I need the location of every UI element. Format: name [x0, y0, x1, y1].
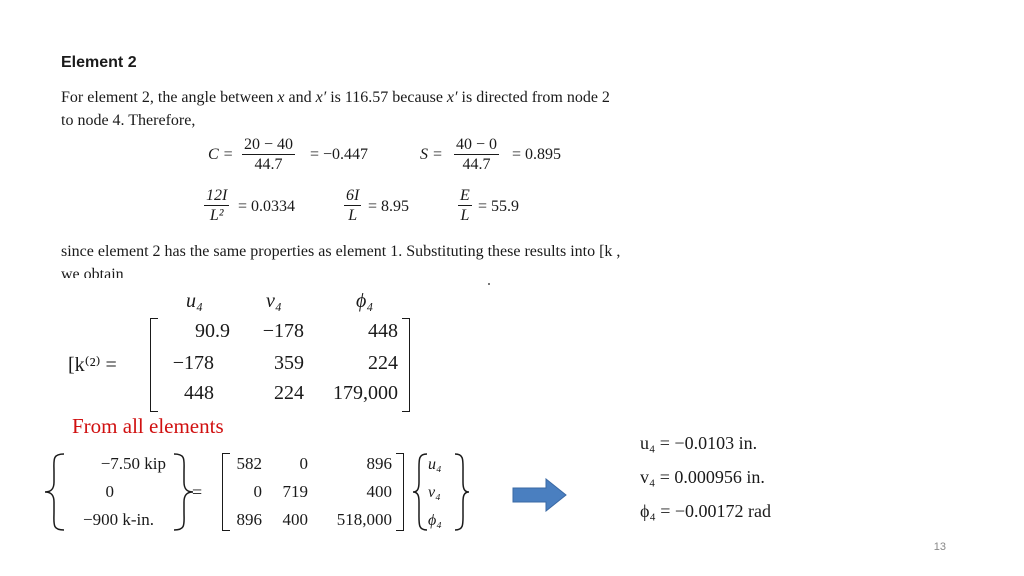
para1-text-c: is 116.57 because: [326, 89, 447, 106]
from-all-elements-label: From all elements: [72, 414, 224, 438]
stiff-cell-3-2: 400: [282, 510, 308, 529]
k2-col-header-v4: v₄: [266, 290, 282, 312]
eq-12i-denominator: L²: [209, 207, 224, 224]
eq-c-denominator: 44.7: [254, 156, 283, 173]
eq-6i-numerator: 6I: [346, 187, 360, 204]
symbol-x: x: [277, 89, 285, 106]
section-heading: Element 2: [61, 54, 137, 71]
eq-6i-denominator: L: [348, 207, 358, 224]
unknown-u4: u₄: [428, 456, 442, 473]
para1-line2: to node 4. Therefore,: [61, 112, 196, 129]
unknown-phi4: ϕ₄: [428, 512, 442, 529]
stiff-cell-2-3: 400: [366, 482, 392, 501]
unknown-left-brace: [410, 452, 430, 532]
stiff-cell-1-1: 582: [236, 454, 262, 473]
eq-s-numerator: 40 − 0: [456, 136, 498, 153]
stiff-cell-3-1: 896: [236, 510, 262, 529]
eq-c-fraction: [242, 135, 295, 174]
stiff-cell-3-3: 518,000: [336, 510, 392, 529]
result-v4: v₄ = 0.000956 in.: [640, 467, 765, 487]
system-equals: =: [192, 482, 203, 502]
para1-text-a: For element 2, the angle between: [61, 89, 278, 106]
eq-6i-rhs: = 8.95: [368, 198, 410, 215]
page-number: 13: [933, 541, 946, 553]
paragraph-substitute: [61, 240, 751, 278]
stiff-cell-2-1: 0: [253, 482, 262, 501]
right-arrow-icon: [512, 478, 568, 512]
stray-dot: [488, 283, 490, 285]
eq-s-fraction: [454, 135, 499, 174]
eq-e-rhs: = 55.9: [478, 198, 520, 215]
force-3: −900 k-in.: [83, 510, 154, 529]
unknown-v4: v₄: [428, 484, 441, 501]
para2-line1: since element 2 has the same properties as element 1. Substituting these results into [k ,: [61, 243, 621, 260]
eq-s-lhs: S =: [420, 146, 443, 163]
k2-cell-1-2: −178: [262, 320, 304, 342]
result-phi4: ϕ₄ = −0.00172 rad: [640, 501, 772, 521]
eq-c-rhs: = −0.447: [310, 146, 369, 163]
stiff-cell-2-2: 719: [282, 482, 308, 501]
force-2: 0: [105, 482, 114, 501]
paragraph-intro: [61, 86, 751, 132]
eq-6i-fraction: [344, 186, 361, 225]
para1-text-b: and: [284, 89, 316, 106]
symbol-x-prime-2: x′: [446, 89, 458, 106]
k2-label: [k⁽²⁾ =: [68, 354, 117, 376]
k2-right-bracket: [402, 318, 410, 412]
eq-e-numerator: E: [460, 187, 470, 204]
stiff-cell-1-2: 0: [299, 454, 308, 473]
k2-cell-3-2: 224: [274, 382, 304, 404]
eq-c-numerator: 20 − 40: [244, 136, 294, 153]
eq-s-denominator: 44.7: [462, 156, 491, 173]
k2-cell-3-1: 448: [184, 382, 214, 404]
eq-12i-numerator: 12I: [206, 187, 228, 204]
k2-cell-2-3: 224: [368, 352, 398, 374]
unknown-right-brace: [452, 452, 472, 532]
k2-cell-1-1: 90.9: [195, 320, 230, 342]
k2-col-header-u4: u₄: [186, 290, 203, 312]
k2-cell-2-2: 359: [274, 352, 304, 374]
stiff-cell-1-3: 896: [366, 454, 392, 473]
eq-c-lhs: C =: [208, 146, 234, 163]
k2-cell-3-3: 179,000: [333, 382, 398, 404]
stiffness-right-bracket: [396, 453, 404, 531]
force-1: −7.50 kip: [100, 454, 166, 473]
eq-s-rhs: = 0.895: [512, 146, 562, 163]
k2-col-header-phi4: ϕ₄: [356, 290, 374, 312]
k2-cell-2-1: −178: [172, 352, 214, 374]
eq-12i-fraction: [204, 186, 229, 225]
symbol-x-prime: x′: [315, 89, 327, 106]
eq-e-fraction: [458, 186, 472, 225]
para1-text-d: is directed from node 2: [457, 89, 610, 106]
k2-cell-1-3: 448: [368, 320, 398, 342]
eq-12i-rhs: = 0.0334: [238, 198, 296, 215]
eq-e-denominator: L: [460, 207, 470, 224]
para2-line2: we obtain: [61, 266, 124, 278]
result-u4: u₄ = −0.0103 in.: [640, 433, 758, 453]
k2-left-bracket: [150, 318, 158, 412]
